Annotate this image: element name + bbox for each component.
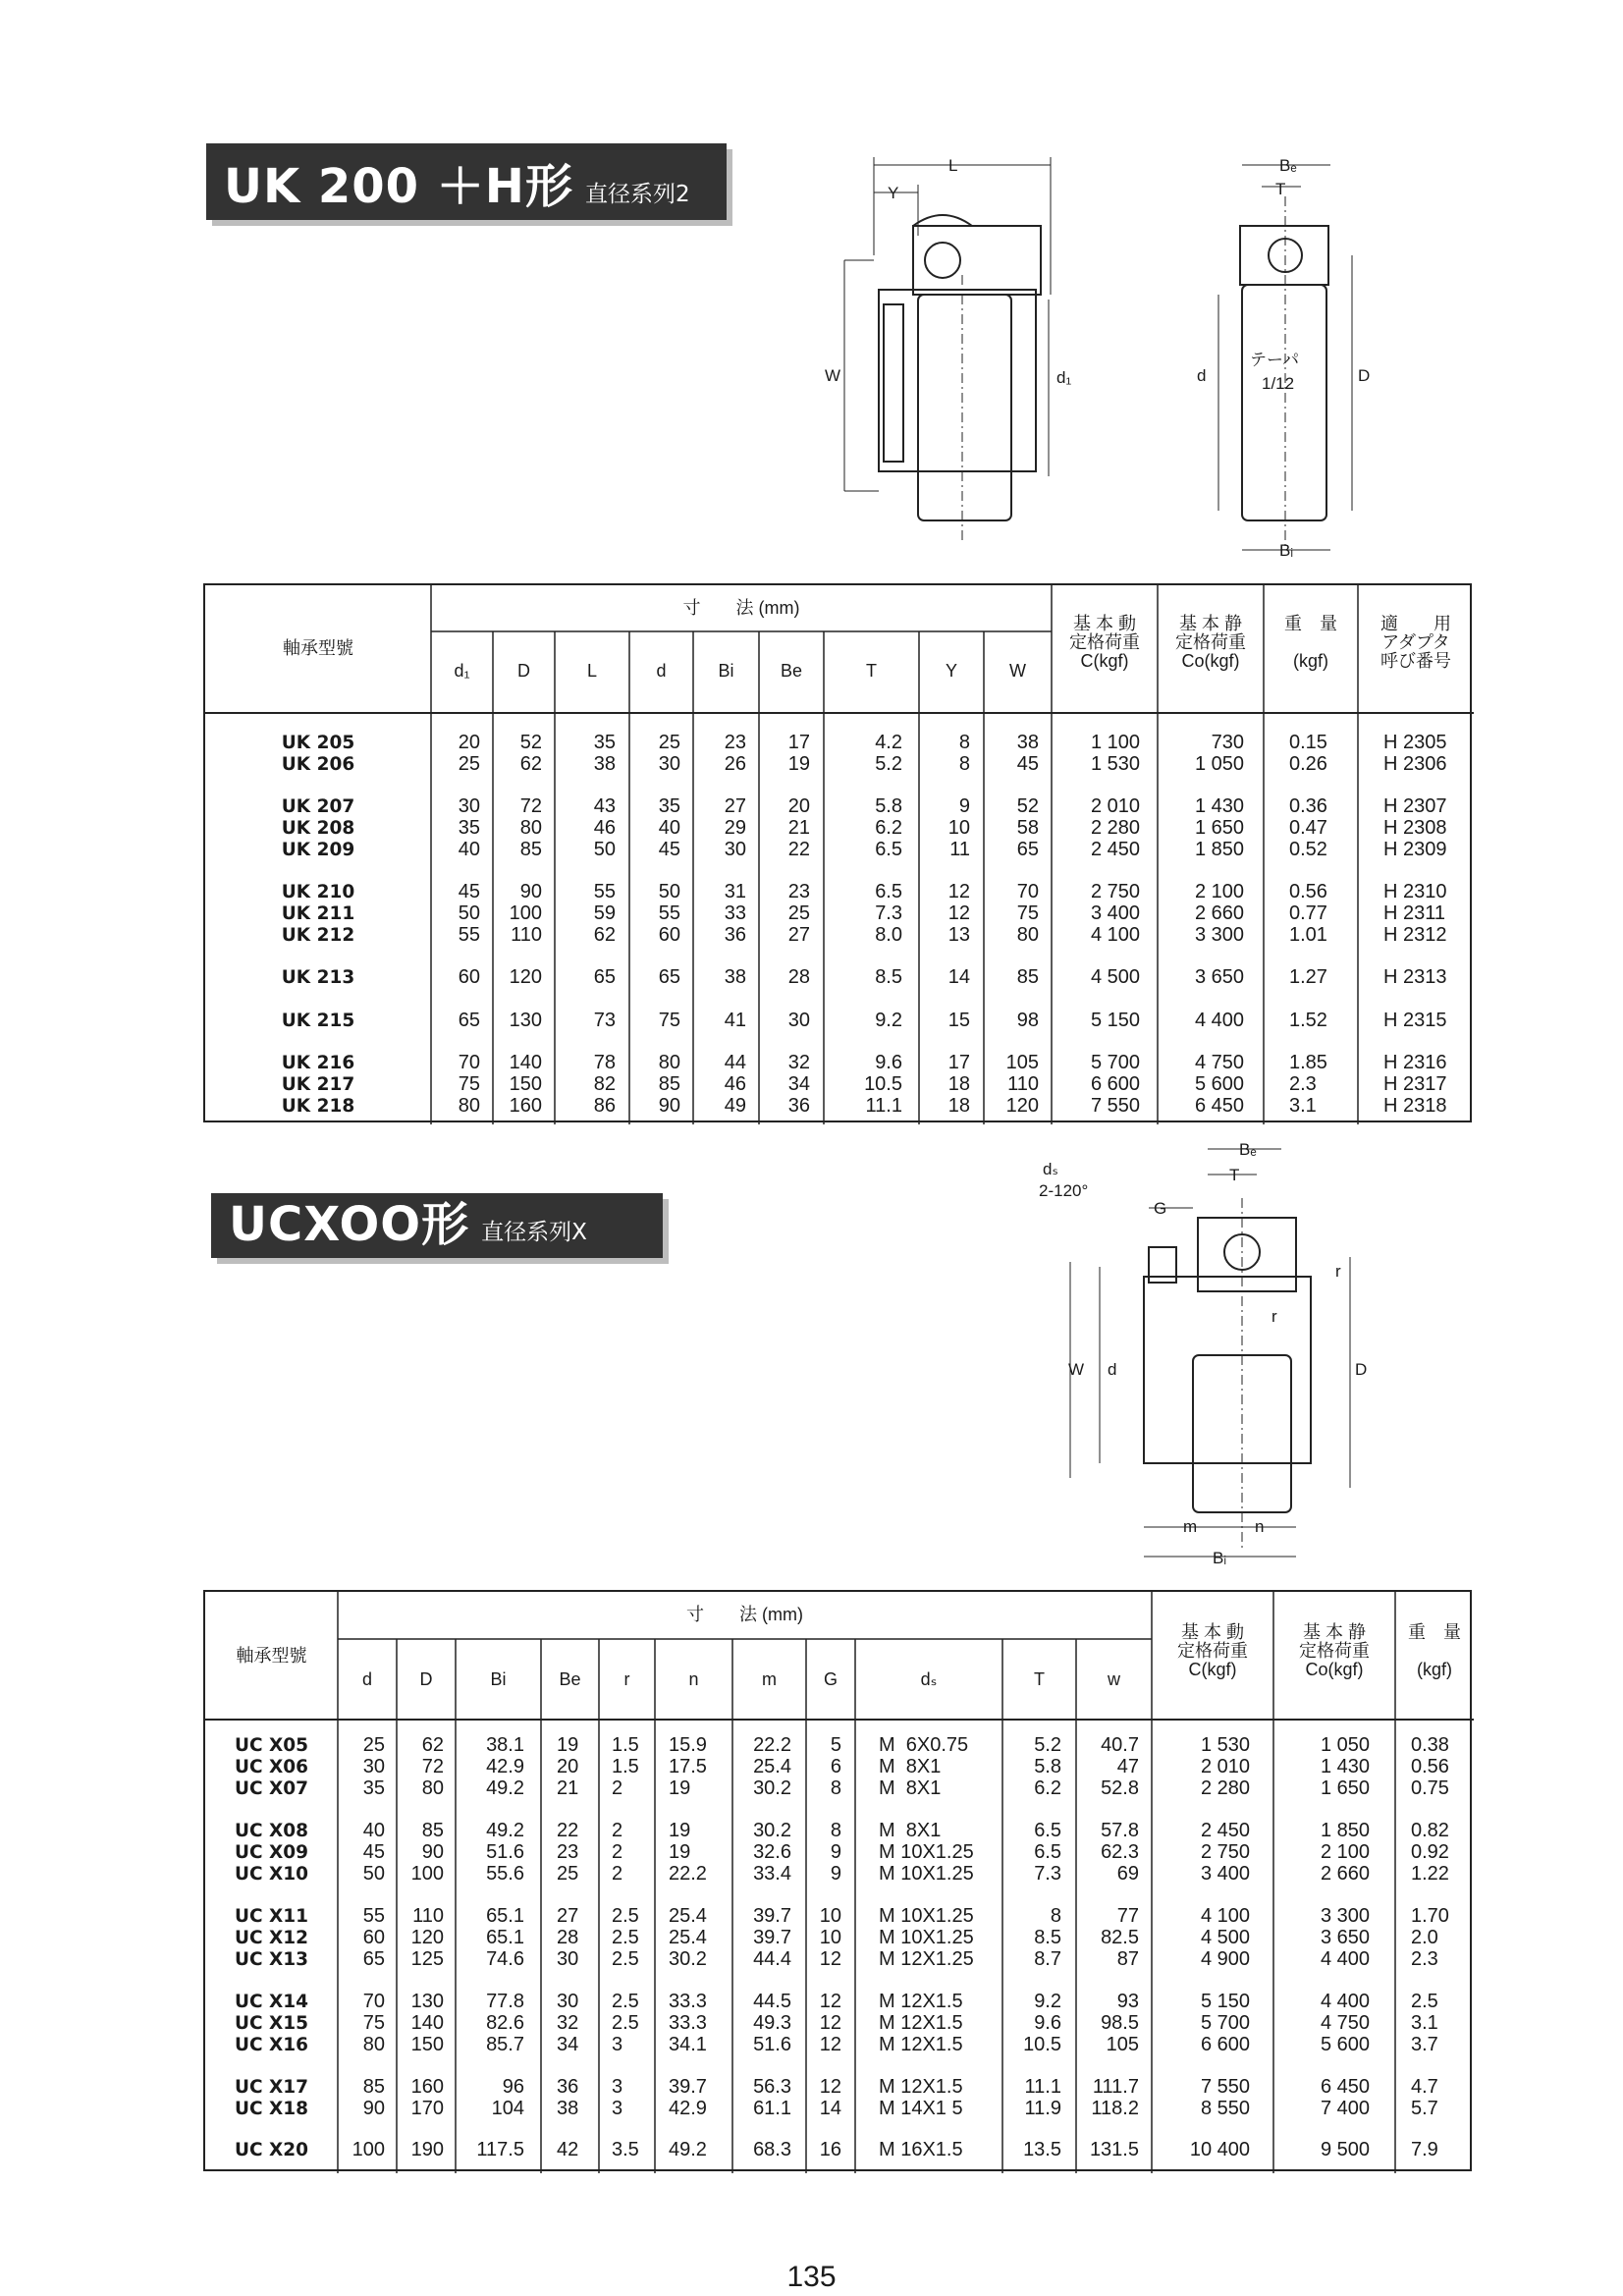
- dim-W-label: W: [825, 366, 841, 385]
- uk200-group6-code: UK 216 UK 217 UK 218: [281, 1053, 355, 1117]
- ucx00-group5-G: 12 14: [819, 2076, 841, 2119]
- taper-ratio-label: 1/12: [1262, 374, 1295, 393]
- ucx00-group4-m: 44.5 49.3 51.6: [753, 1991, 791, 2055]
- uk200-group5-code: UK 215: [281, 1011, 355, 1031]
- uk200-spec-table: [203, 583, 1472, 1122]
- uk200-group1-code: UK 205 UK 206: [281, 733, 355, 775]
- uk200-group3-adapter: H 2310 H 2311 H 2312: [1383, 881, 1447, 946]
- uk200-header-T: T: [866, 661, 877, 681]
- uk200-group4-Co: 3 650: [1194, 966, 1244, 988]
- uk200-group6-d: 80 85 90: [658, 1052, 680, 1117]
- ucx00-group5-wt: 4.7 5.7: [1411, 2076, 1438, 2119]
- ucx00-group4-T: 9.2 9.6 10.5: [1023, 1991, 1061, 2055]
- ucx00-group3-r: 2.5 2.5 2.5: [612, 1905, 639, 1970]
- uk200-group6-C: 5 700 6 600 7 550: [1090, 1052, 1140, 1117]
- ucx00-group3-G: 10 10 12: [819, 1905, 841, 1970]
- uk200-group5-Y: 15: [947, 1010, 970, 1031]
- uk200-header-dynamic-load: 基 本 動 定格荷重 C(kgf): [1069, 614, 1140, 671]
- uk200-header-W: W: [1009, 661, 1026, 681]
- ucx00-group6-ds: M 16X1.5: [879, 2139, 963, 2160]
- uk-bearing-side-diagram: [1183, 157, 1389, 570]
- ucx00-group1-C: 1 530 2 010 2 280: [1200, 1734, 1250, 1799]
- ucx00-group3-T: 8 8.5 8.7: [1034, 1905, 1061, 1970]
- uk200-group2-W: 52 58 65: [1016, 795, 1039, 860]
- ucx00-group5-w: 111.7 118.2: [1091, 2076, 1139, 2119]
- uk200-group6-adapter: H 2316 H 2317 H 2318: [1383, 1052, 1447, 1117]
- ucx00-group2-code: UC X08 UC X09 UC X10: [234, 1821, 309, 1885]
- uk200-group3-W: 70 75 80: [1016, 881, 1039, 946]
- uk200-group6-Bi: 44 46 49: [724, 1052, 746, 1117]
- uk200-group6-d1: 70 75 80: [458, 1052, 480, 1117]
- uk200-group5-T: 9.2: [875, 1010, 902, 1031]
- ucx00-header-w: w: [1108, 1669, 1120, 1689]
- dim-d2-label: d: [1108, 1360, 1117, 1379]
- uk200-group4-T: 8.5: [875, 966, 902, 988]
- ucx00-group6-C: 10 400: [1189, 2139, 1250, 2160]
- dim-T-label: T: [1275, 180, 1286, 198]
- ucx00-group5-Co: 6 450 7 400: [1320, 2076, 1370, 2119]
- ucx00-group5-ds: M 12X1.5 M 14X1 5: [879, 2076, 963, 2119]
- uk200-group1-C: 1 100 1 530: [1090, 732, 1140, 775]
- uk200-group5-D: 130: [509, 1010, 542, 1031]
- uk200-group6-Be: 32 34 36: [787, 1052, 810, 1117]
- uk200-group1-Bi: 23 26: [724, 732, 746, 775]
- dim-T2-label: T: [1229, 1166, 1240, 1184]
- ucx00-group5-n: 39.7 42.9: [669, 2076, 707, 2119]
- uk200-group4-C: 4 500: [1090, 966, 1140, 988]
- uk200-group1-W: 38 45: [1016, 732, 1039, 775]
- uk200-group5-C: 5 150: [1090, 1010, 1140, 1031]
- dim-d1-label: d₁: [1056, 368, 1072, 387]
- uk200-group4-D: 120: [509, 966, 542, 988]
- ucx00-group5-T: 11.1 11.9: [1024, 2076, 1061, 2119]
- ucx00-group1-Bi: 38.1 42.9 49.2: [486, 1734, 524, 1799]
- ucx00-group4-Be: 30 32 34: [557, 1991, 579, 2055]
- angle-label: 2-120°: [1039, 1181, 1089, 1200]
- ucx00-group4-Bi: 77.8 82.6 85.7: [486, 1991, 524, 2055]
- ucx00-group5-m: 56.3 61.1: [753, 2076, 791, 2119]
- ucx00-group6-wt: 7.9: [1411, 2139, 1438, 2160]
- uk200-group3-code: UK 210 UK 211 UK 212: [281, 882, 355, 946]
- ucx00-group4-D: 130 140 150: [410, 1991, 444, 2055]
- dim-D-label: D: [1358, 366, 1371, 385]
- ucx00-group6-Co: 9 500: [1320, 2139, 1370, 2160]
- ucx00-spec-table: [203, 1590, 1472, 2171]
- ucx00-group2-G: 8 9 9: [830, 1820, 841, 1885]
- ucx00-group1-Be: 19 20 21: [557, 1734, 579, 1799]
- uk200-header-L: L: [586, 661, 597, 681]
- uk200-group2-D: 72 80 85: [519, 795, 542, 860]
- dim-ds-label: dₛ: [1043, 1160, 1058, 1178]
- ucx00-group6-n: 49.2: [669, 2139, 707, 2160]
- ucx00-group2-n: 19 19 22.2: [669, 1820, 707, 1885]
- uk200-group5-Be: 30: [787, 1010, 810, 1031]
- dim-L-label: L: [948, 157, 958, 175]
- ucx00-group2-wt: 0.82 0.92 1.22: [1411, 1820, 1449, 1885]
- ucx00-group1-w: 40.7 47 52.8: [1101, 1734, 1139, 1799]
- uk200-group2-C: 2 010 2 280 2 450: [1090, 795, 1140, 860]
- ucx00-header-static-load: 基 本 静 定格荷重 Co(kgf): [1299, 1622, 1370, 1679]
- uk200-group2-Y: 9 10 11: [947, 795, 970, 860]
- ucx00-group3-m: 39.7 39.7 44.4: [753, 1905, 791, 1970]
- uk200-group2-code: UK 207 UK 208 UK 209: [281, 796, 355, 860]
- dim-d-label: d: [1197, 366, 1207, 385]
- uk200-group5-d1: 65: [458, 1010, 480, 1031]
- ucx00-group6-d: 100: [352, 2139, 385, 2160]
- ucx00-group6-r: 3.5: [612, 2139, 639, 2160]
- section2-title: UCXOO形: [229, 1197, 470, 1252]
- ucx00-group3-Co: 3 300 3 650 4 400: [1320, 1905, 1370, 1970]
- uk200-group5-adapter: H 2315: [1383, 1010, 1447, 1031]
- uk200-group5-d: 75: [658, 1010, 680, 1031]
- uk200-group6-Co: 4 750 5 600 6 450: [1194, 1052, 1244, 1117]
- uk200-group2-Be: 20 21 22: [787, 795, 810, 860]
- ucx00-group1-D: 62 72 80: [421, 1734, 444, 1799]
- uk200-group6-wt: 1.85 2.3 3.1: [1289, 1052, 1327, 1117]
- uk200-group4-d: 65: [658, 966, 680, 988]
- uk200-group6-W: 105 110 120: [1005, 1052, 1039, 1117]
- uk200-group1-wt: 0.15 0.26: [1289, 732, 1327, 775]
- ucx00-group3-w: 77 82.5 87: [1101, 1905, 1139, 1970]
- uk200-group1-d1: 20 25: [458, 732, 480, 775]
- uk200-group1-Co: 730 1 050: [1194, 732, 1244, 775]
- uk200-group2-d: 35 40 45: [658, 795, 680, 860]
- uk200-group2-d1: 30 35 40: [458, 795, 480, 860]
- uk200-group1-Y: 8 8: [958, 732, 970, 775]
- ucx00-group6-Bi: 117.5: [476, 2139, 524, 2160]
- dim-Be-label: Bₑ: [1279, 157, 1297, 175]
- uk200-group5-Bi: 41: [724, 1010, 746, 1031]
- ucx00-group5-Be: 36 38: [557, 2076, 579, 2119]
- ucx00-group4-wt: 2.5 3.1 3.7: [1411, 1991, 1438, 2055]
- uk200-group1-L: 35 38: [593, 732, 616, 775]
- ucx00-group1-r: 1.5 1.5 2: [612, 1734, 639, 1799]
- ucx00-group6-code: UC X20: [234, 2140, 309, 2160]
- uk200-group4-adapter: H 2313: [1383, 966, 1447, 988]
- ucx00-group2-d: 40 45 50: [362, 1820, 385, 1885]
- ucx00-header-dynamic-load: 基 本 動 定格荷重 C(kgf): [1177, 1622, 1248, 1679]
- ucx00-header-dimensions: 寸 法 (mm): [686, 1605, 803, 1624]
- ucx00-group3-C: 4 100 4 500 4 900: [1200, 1905, 1250, 1970]
- ucx00-group2-T: 6.5 6.5 7.3: [1034, 1820, 1061, 1885]
- uk200-group6-L: 78 82 86: [593, 1052, 616, 1117]
- dim-Bi-label: Bᵢ: [1279, 541, 1294, 560]
- dim-D2-label: D: [1355, 1360, 1368, 1379]
- ucx00-group3-ds: M 10X1.25 M 10X1.25 M 12X1.25: [879, 1905, 974, 1970]
- uk200-header-Be: Be: [780, 661, 803, 681]
- ucx00-group1-ds: M 6X0.75 M 8X1 M 8X1: [879, 1734, 969, 1799]
- section2-subtitle: 直径系列X: [481, 1220, 587, 1245]
- ucx00-group4-code: UC X14 UC X15 UC X16: [234, 1992, 309, 2055]
- ucx00-group2-D: 85 90 100: [410, 1820, 444, 1885]
- uk200-group4-W: 85: [1016, 966, 1039, 988]
- ucx00-group2-Co: 1 850 2 100 2 660: [1320, 1820, 1370, 1885]
- uk200-group1-Be: 17 19: [787, 732, 810, 775]
- uk200-group1-D: 52 62: [519, 732, 542, 775]
- ucx00-group6-D: 190: [410, 2139, 444, 2160]
- ucx00-group2-ds: M 8X1 M 10X1.25 M 10X1.25: [879, 1820, 974, 1885]
- ucx00-header-n: n: [688, 1669, 699, 1689]
- ucx00-group1-n: 15.9 17.5 19: [669, 1734, 707, 1799]
- uk200-group1-d: 25 30: [658, 732, 680, 775]
- dim-r-label: r: [1335, 1262, 1341, 1281]
- ucx00-group3-D: 110 120 125: [410, 1905, 444, 1970]
- uk200-group2-Bi: 27 29 30: [724, 795, 746, 860]
- ucx00-group3-Bi: 65.1 65.1 74.6: [486, 1905, 524, 1970]
- uk200-header-D: D: [517, 661, 530, 681]
- uk200-group5-Co: 4 400: [1194, 1010, 1244, 1031]
- uk200-group3-Bi: 31 33 36: [724, 881, 746, 946]
- ucx00-group4-w: 93 98.5 105: [1101, 1991, 1139, 2055]
- ucx00-group1-code: UC X05 UC X06 UC X07: [234, 1735, 309, 1799]
- uk200-group1-adapter: H 2305 H 2306: [1383, 732, 1447, 775]
- uk-bearing-front-diagram: [825, 157, 1080, 550]
- ucx00-group1-m: 22.2 25.4 30.2: [753, 1734, 791, 1799]
- uk200-header-dimensions: 寸 法 (mm): [682, 598, 800, 618]
- uk200-group2-L: 43 46 50: [593, 795, 616, 860]
- ucx00-group1-d: 25 30 35: [362, 1734, 385, 1799]
- uk200-header-static-load: 基 本 静 定格荷重 Co(kgf): [1175, 614, 1246, 671]
- ucx00-group5-d: 85 90: [362, 2076, 385, 2119]
- ucx00-header-T: T: [1034, 1669, 1045, 1689]
- uk200-header-d1: d₁: [454, 661, 470, 681]
- ucx00-group5-r: 3 3: [612, 2076, 623, 2119]
- ucx00-group5-Bi: 96 104: [491, 2076, 524, 2119]
- ucx00-group2-Be: 22 23 25: [557, 1820, 579, 1885]
- uk200-group2-T: 5.8 6.2 6.5: [875, 795, 902, 860]
- ucx00-group3-n: 25.4 25.4 30.2: [669, 1905, 707, 1970]
- dim-G-label: G: [1154, 1199, 1167, 1218]
- ucx00-group4-r: 2.5 2.5 3: [612, 1991, 639, 2055]
- ucx00-group6-w: 131.5: [1089, 2139, 1139, 2160]
- ucx00-group1-G: 5 6 8: [830, 1734, 841, 1799]
- ucx00-header-G: G: [823, 1669, 838, 1689]
- section1-banner: [206, 143, 727, 220]
- ucx00-group4-Co: 4 400 4 750 5 600: [1320, 1991, 1370, 2055]
- ucx00-group6-Be: 42: [557, 2139, 579, 2160]
- dim-Y-label: Y: [888, 184, 899, 202]
- ucx00-group1-wt: 0.38 0.56 0.75: [1411, 1734, 1449, 1799]
- uk200-group4-code: UK 213: [281, 967, 355, 988]
- ucx00-group6-G: 16: [819, 2139, 841, 2160]
- taper-label: テーパ: [1250, 351, 1300, 369]
- section1-subtitle: 直径系列2: [584, 182, 690, 207]
- ucx00-header-d: d: [361, 1669, 372, 1689]
- uk200-group3-wt: 0.56 0.77 1.01: [1289, 881, 1327, 946]
- uk200-header-d: d: [656, 661, 667, 681]
- ucx00-header-Be: Be: [559, 1669, 581, 1689]
- ucx00-header-ds: dₛ: [920, 1669, 938, 1689]
- ucx-bearing-diagram: [1021, 1139, 1375, 1571]
- uk200-group3-D: 90 100 110: [509, 881, 542, 946]
- dim-Bi2-label: Bᵢ: [1213, 1549, 1227, 1567]
- ucx00-group2-w: 57.8 62.3 69: [1101, 1820, 1139, 1885]
- uk200-header-Bi: Bi: [718, 661, 734, 681]
- ucx00-group1-Co: 1 050 1 430 1 650: [1320, 1734, 1370, 1799]
- uk200-group5-wt: 1.52: [1289, 1010, 1327, 1031]
- uk200-group2-wt: 0.36 0.47 0.52: [1289, 795, 1327, 860]
- ucx00-group2-r: 2 2 2: [612, 1820, 623, 1885]
- uk200-group4-Y: 14: [947, 966, 970, 988]
- ucx00-group5-code: UC X17 UC X18: [234, 2077, 309, 2119]
- ucx00-group2-Bi: 49.2 51.6 55.6: [486, 1820, 524, 1885]
- uk200-group3-Co: 2 100 2 660 3 300: [1194, 881, 1244, 946]
- ucx00-group4-ds: M 12X1.5 M 12X1.5 M 12X1.5: [879, 1991, 963, 2055]
- section1-title: UK 200 ＋H形: [224, 159, 573, 214]
- uk200-group4-d1: 60: [458, 966, 480, 988]
- ucx00-header-Bi: Bi: [490, 1669, 507, 1689]
- ucx00-group4-d: 70 75 80: [362, 1991, 385, 2055]
- uk200-group1-T: 4.2 5.2: [875, 732, 902, 775]
- ucx00-group4-C: 5 150 5 700 6 600: [1200, 1991, 1250, 2055]
- ucx00-group6-m: 68.3: [753, 2139, 791, 2160]
- uk200-group3-T: 6.5 7.3 8.0: [875, 881, 902, 946]
- uk200-group3-Y: 12 12 13: [947, 881, 970, 946]
- dim-W2-label: W: [1068, 1360, 1085, 1379]
- uk200-group6-D: 140 150 160: [509, 1052, 542, 1117]
- uk200-group4-Be: 28: [787, 966, 810, 988]
- ucx00-group3-Be: 27 28 30: [557, 1905, 579, 1970]
- uk200-group3-d1: 45 50 55: [458, 881, 480, 946]
- ucx00-group4-n: 33.3 33.3 34.1: [669, 1991, 707, 2055]
- uk200-group5-L: 73: [593, 1010, 616, 1031]
- dim-r-inner-label: r: [1271, 1307, 1277, 1326]
- uk200-group5-W: 98: [1016, 1010, 1039, 1031]
- section2-banner: [211, 1193, 663, 1258]
- ucx00-header-r: r: [623, 1669, 630, 1689]
- dim-n-label: n: [1255, 1517, 1265, 1536]
- uk200-group3-Be: 23 25 27: [787, 881, 810, 946]
- uk200-group6-Y: 17 18 18: [947, 1052, 970, 1117]
- uk200-group2-adapter: H 2307 H 2308 H 2309: [1383, 795, 1447, 860]
- ucx00-group5-D: 160 170: [410, 2076, 444, 2119]
- uk200-group4-L: 65: [593, 966, 616, 988]
- uk200-group4-Bi: 38: [724, 966, 746, 988]
- dim-m-label: m: [1183, 1517, 1198, 1536]
- ucx00-header-D: D: [419, 1669, 433, 1689]
- ucx00-group1-T: 5.2 5.8 6.2: [1034, 1734, 1061, 1799]
- uk200-group4-wt: 1.27: [1289, 966, 1327, 988]
- ucx00-group5-C: 7 550 8 550: [1200, 2076, 1250, 2119]
- uk200-header-weight: 重 量 (kgf): [1284, 614, 1337, 671]
- ucx00-group3-d: 55 60 65: [362, 1905, 385, 1970]
- uk200-group3-L: 55 59 62: [593, 881, 616, 946]
- uk200-group3-d: 50 55 60: [658, 881, 680, 946]
- uk200-header-code: 軸承型號: [283, 638, 353, 658]
- ucx00-group2-m: 30.2 32.6 33.4: [753, 1820, 791, 1885]
- ucx00-header-weight: 重 量 (kgf): [1408, 1622, 1461, 1679]
- uk200-header-adapter: 適 用 アダプタ 呼び番号: [1380, 614, 1451, 671]
- ucx00-group2-C: 2 450 2 750 3 400: [1200, 1820, 1250, 1885]
- ucx00-header-code: 軸承型號: [236, 1646, 307, 1666]
- ucx00-header-m: m: [762, 1669, 777, 1689]
- uk200-header-Y: Y: [945, 661, 957, 681]
- ucx00-group4-G: 12 12 12: [819, 1991, 841, 2055]
- ucx00-group3-code: UC X11 UC X12 UC X13: [234, 1906, 309, 1970]
- page-number: 135: [786, 2261, 837, 2293]
- uk200-group6-T: 9.6 10.5 11.1: [864, 1052, 902, 1117]
- ucx00-group6-T: 13.5: [1023, 2139, 1061, 2160]
- uk200-group2-Co: 1 430 1 650 1 850: [1194, 795, 1244, 860]
- ucx00-group3-wt: 1.70 2.0 2.3: [1411, 1905, 1449, 1970]
- uk200-group3-C: 2 750 3 400 4 100: [1090, 881, 1140, 946]
- dim-Be2-label: Bₑ: [1239, 1140, 1257, 1159]
